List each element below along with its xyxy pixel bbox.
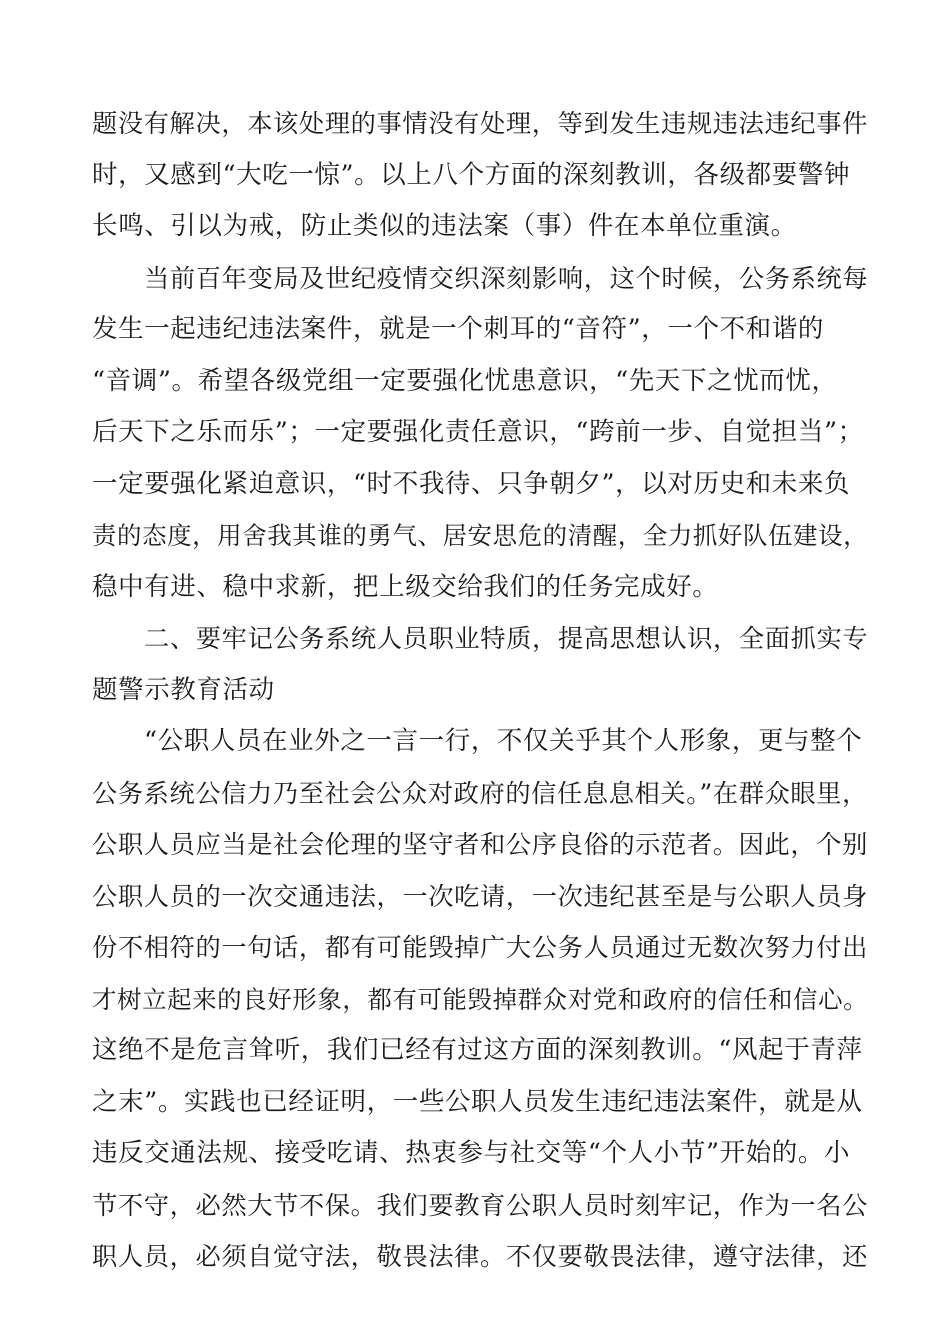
text-line: 稳中有进、稳中求新，把上级交给我们的任务完成好。 bbox=[92, 571, 719, 602]
text-line: 责的态度，用舍我其谁的勇气、居安思危的清醒，全力抓好队伍建设， bbox=[92, 521, 869, 550]
section-heading-line: 题警示教育活动 bbox=[92, 674, 275, 705]
text-line: 发生一起违纪违法案件，就是一个刺耳的“音符”，一个不和谐的 bbox=[92, 314, 824, 344]
text-line: 后天下之乐而乐”；一定要强化责任意识，“跨前一步、自觉担当”； bbox=[92, 417, 864, 447]
body-text bbox=[92, 98, 872, 1283]
text-line: 职人员，必须自觉守法，敬畏法律。不仅要敬畏法律，遵守法律，还 bbox=[92, 1242, 868, 1271]
text-line: 才树立起来的良好形象，都有可能毁掉群众对党和政府的信任和信心。 bbox=[92, 984, 869, 1014]
text-line: 公职人员应当是社会伦理的坚守者和公序良俗的示范者。因此，个别 bbox=[92, 830, 868, 859]
text-line: 公职人员的一次交通违法，一次吃请，一次违纪甚至是与公职人员身 bbox=[92, 881, 868, 911]
text-line: 题没有解决，本该处理的事情没有处理，等到发生违规违法违纪事件 bbox=[92, 109, 868, 138]
text-line: 时，又感到“大吃一惊”。以上八个方面的深刻教训，各级都要警钟 bbox=[92, 159, 851, 190]
text-line: 份不相符的一句话，都有可能毁掉广大公务人员通过无数次努力付出 bbox=[92, 933, 868, 962]
section-heading-line: 二、要牢记公务系统人员职业特质，提高思想认识，全面抓实专 bbox=[144, 624, 869, 653]
paragraph-start-line: “公职人员在业外之一言一行，不仅关乎其个人形象，更与整个 bbox=[144, 726, 863, 756]
text-line: 公务系统公信力乃至社会公众对政府的信任息息相关。”在群众眼里， bbox=[92, 778, 868, 808]
text-line: 长鸣、引以为戒，防止类似的违法案（事）件在本单位重演。 bbox=[92, 211, 797, 241]
text-line: 一定要强化紧迫意识，“时不我待、只争朝夕”，以对历史和未来负 bbox=[92, 468, 851, 499]
paragraph-start-line: 当前百年变局及世纪疫情交织深刻影响，这个时候，公务系统每 bbox=[144, 263, 869, 293]
text-line: 这绝不是危言耸听，我们已经有过这方面的深刻教训。“风起于青萍 bbox=[92, 1035, 863, 1065]
text-line: 违反交通法规、接受吃请、热衷参与社交等“个人小节”开始的。小 bbox=[92, 1138, 851, 1168]
text-line: “音调”。希望各级党组一定要强化忧患意识，“先天下之忧而忧， bbox=[92, 365, 838, 396]
text-line: 节不守，必然大节不保。我们要教育公职人员时刻牢记，作为一名公 bbox=[92, 1190, 868, 1220]
text-line: 之末”。实践也已经证明，一些公职人员发生违纪违法案件，就是从 bbox=[92, 1086, 863, 1117]
